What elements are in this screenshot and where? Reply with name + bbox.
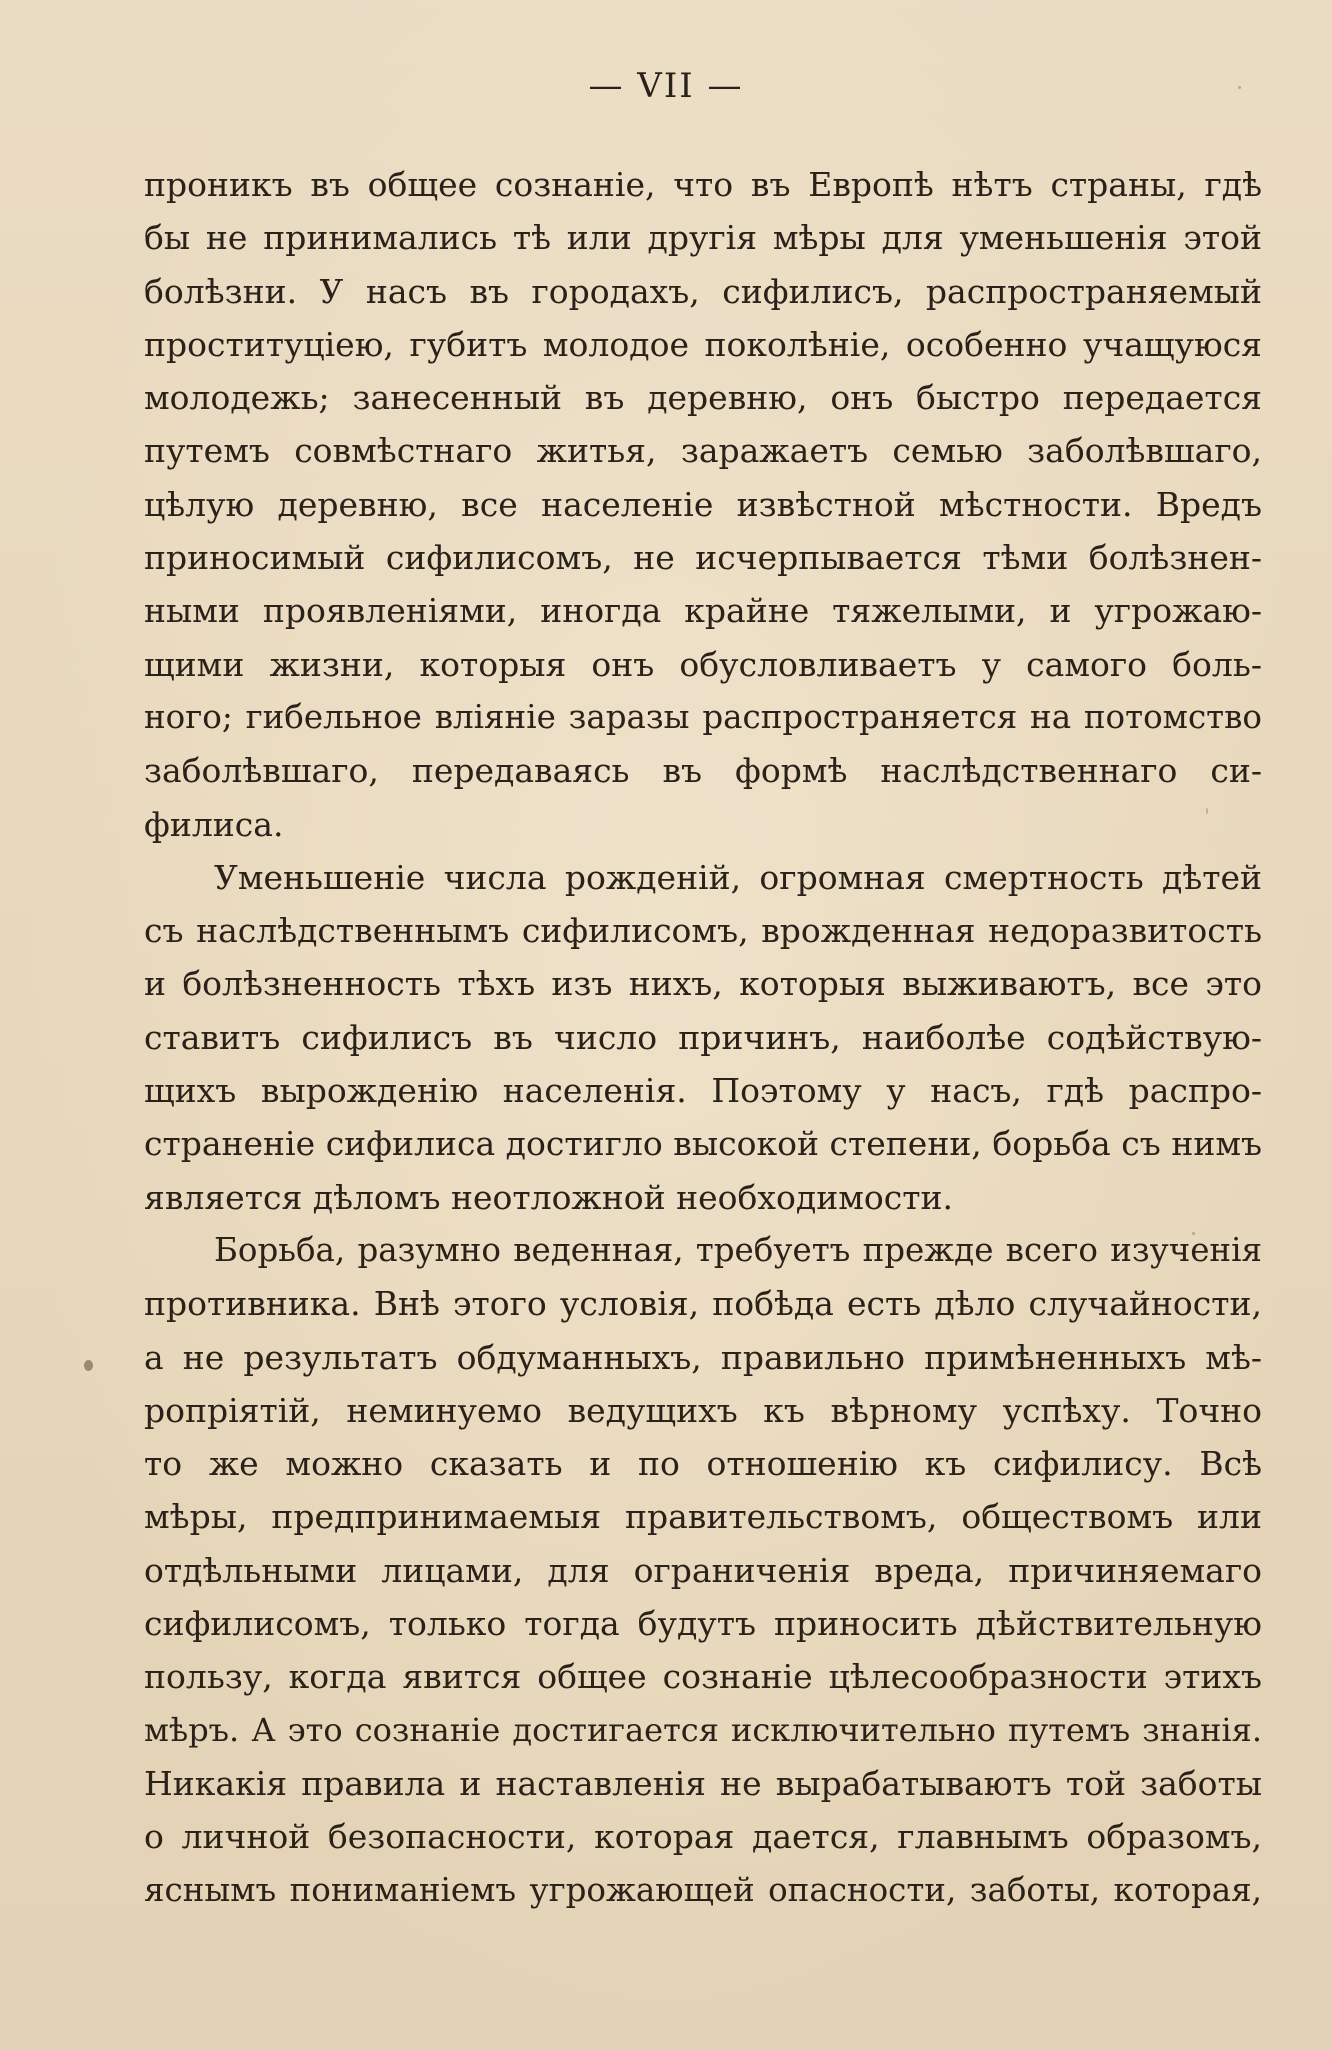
paper-speck — [84, 1360, 93, 1371]
text-line: мѣры, предпринимаемыя правительствомъ, обществомъ или — [144, 1497, 1262, 1537]
text-line: отдѣльными лицами, для ограниченія вреда, причиняемаго — [144, 1550, 1262, 1590]
body-text — [144, 158, 1262, 1917]
text-line: Никакія правила и наставленія не вырабатываютъ той заботы — [144, 1763, 1262, 1803]
paper-speck — [1192, 1232, 1195, 1235]
text-line: щими жизни, которыя онъ обусловливаетъ у самого боль- — [144, 644, 1262, 684]
text-line: а не результатъ обдуманныхъ, правильно примѣненныхъ мѣ- — [144, 1337, 1262, 1377]
text-line: Борьба, разумно веденная, требуетъ прежде всего изученія — [214, 1230, 1262, 1269]
paragraph-3 — [144, 1224, 1262, 1917]
text-line: бы не принимались тѣ или другія мѣры для уменьшенія этой — [144, 218, 1262, 258]
text-line: является дѣломъ неотложной необходимости. — [144, 1177, 953, 1217]
text-line: проституціею, губитъ молодое поколѣніе, особенно учащуюся — [144, 324, 1262, 364]
text-line: съ наслѣдственнымъ сифилисомъ, врожденная недоразвитость — [144, 911, 1262, 951]
page-number: — VII — — [588, 66, 744, 106]
text-line: ными проявленіями, иногда крайне тяжелыми, и угрожаю- — [144, 591, 1262, 631]
paper-speck — [1206, 808, 1208, 814]
text-line: филиса. — [144, 804, 284, 844]
text-line: заболѣвшаго, передаваясь въ формѣ наслѣдственнаго си- — [144, 751, 1262, 791]
text-line: противника. Внѣ этого условія, побѣда есть дѣло случайности, — [144, 1284, 1262, 1324]
paper-speck — [1238, 86, 1241, 89]
text-line: сифилисомъ, только тогда будутъ приносить дѣйствительную — [144, 1604, 1262, 1644]
text-line: проникъ въ общее сознаніе, что въ Европѣ нѣтъ страны, гдѣ — [144, 165, 1262, 204]
text-line: приносимый сифилисомъ, не исчерпывается тѣми болѣзнен- — [144, 538, 1262, 578]
text-line: пользу, когда явится общее сознаніе цѣлесообразности этихъ — [144, 1657, 1262, 1697]
text-line: мѣръ. А это сознаніе достигается исключительно путемъ знанія. — [144, 1710, 1262, 1749]
text-line: о личной безопасности, которая дается, главнымъ образомъ, — [144, 1817, 1262, 1857]
text-line: болѣзни. У насъ въ городахъ, сифилисъ, распространяемый — [144, 271, 1262, 311]
text-line: ного; гибельное вліяніе заразы распространяется на потомство — [144, 697, 1262, 736]
text-line: страненіе сифилиса достигло высокой степени, борьба съ нимъ — [144, 1124, 1262, 1164]
text-line: Уменьшеніе числа рожденій, огромная смертность дѣтей — [214, 857, 1262, 897]
paragraph-1 — [144, 158, 1262, 851]
text-line: путемъ совмѣстнаго житья, заражаетъ семью заболѣвшаго, — [144, 431, 1262, 471]
paragraph-2 — [144, 851, 1262, 1224]
text-line: ропріятій, неминуемо ведущихъ къ вѣрному успѣху. Точно — [144, 1390, 1262, 1430]
text-line: то же можно сказать и по отношенію къ сифилису. Всѣ — [144, 1444, 1262, 1484]
text-line: цѣлую деревню, все населеніе извѣстной мѣстности. Вредъ — [144, 484, 1262, 524]
text-line: яснымъ пониманіемъ угрожающей опасности, заботы, которая, — [144, 1870, 1262, 1909]
text-line: щихъ вырожденію населенія. Поэтому у насъ, гдѣ распро- — [144, 1071, 1262, 1111]
text-line: ставитъ сифилисъ въ число причинъ, наиболѣе содѣйствую- — [144, 1017, 1262, 1057]
text-line: и болѣзненность тѣхъ изъ нихъ, которыя выживаютъ, все это — [144, 964, 1262, 1004]
text-line: молодежь; занесенный въ деревню, онъ быстро передается — [144, 378, 1262, 418]
